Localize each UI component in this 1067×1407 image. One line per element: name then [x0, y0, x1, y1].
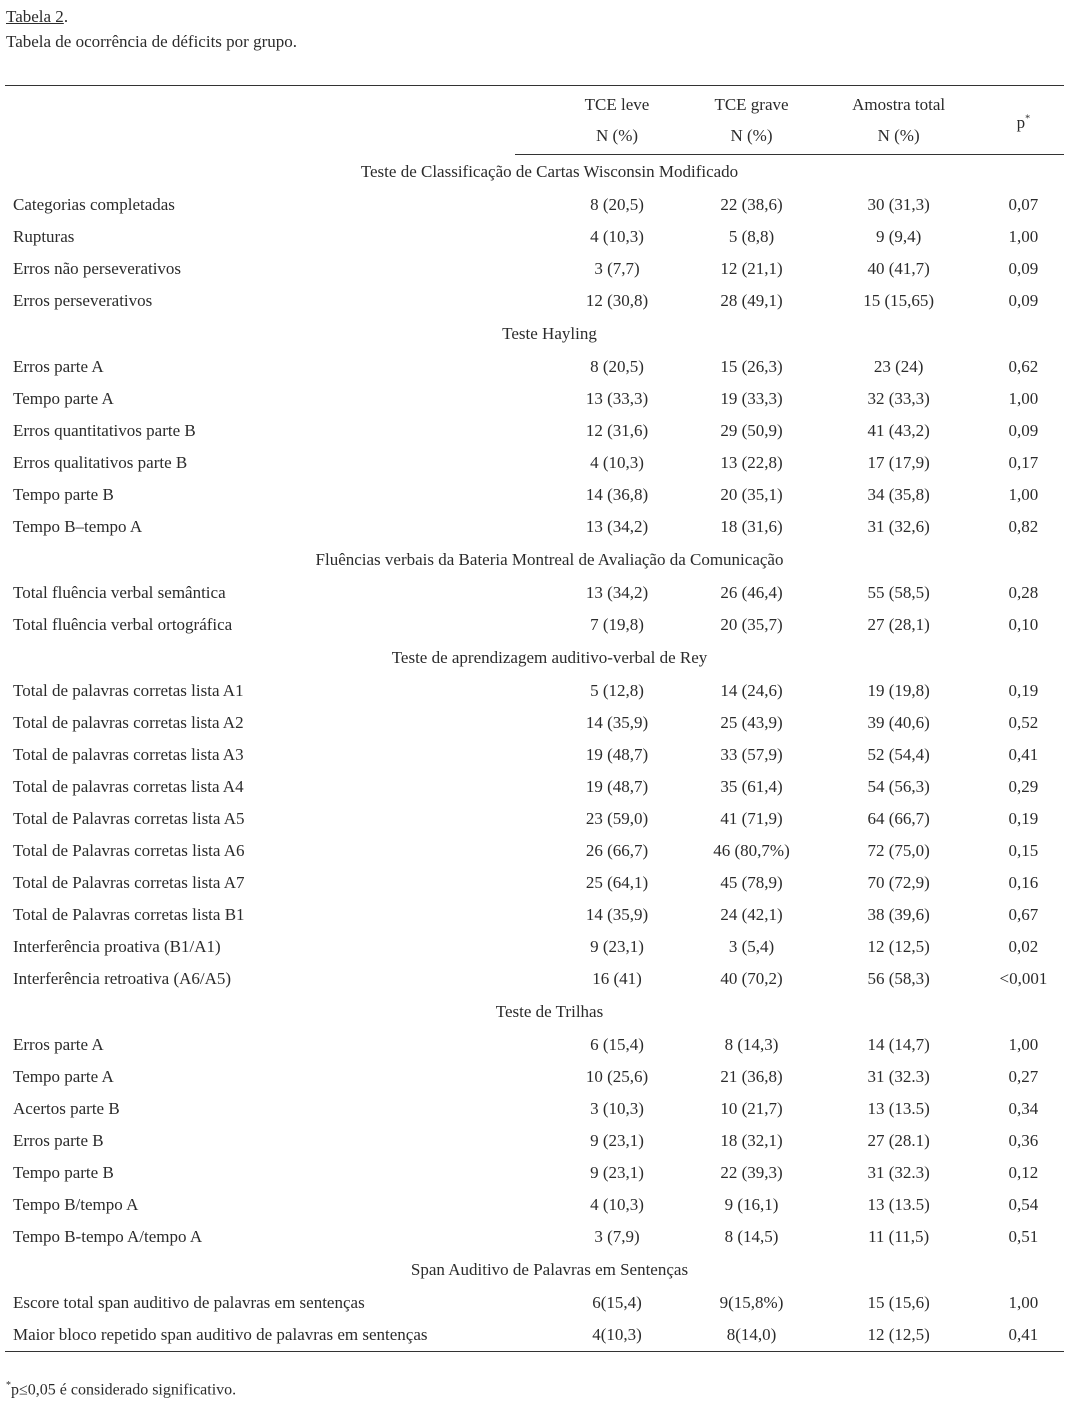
row-label: Tempo parte A	[13, 1067, 114, 1086]
row-label: Tempo parte B	[13, 1163, 114, 1182]
amostra-total-value: 15 (15,6)	[867, 1293, 930, 1312]
header-sub-1: N (%)	[515, 118, 688, 155]
table-row	[5, 351, 1064, 383]
amostra-total-value: 31 (32,6)	[867, 517, 930, 536]
tce-leve-value: 13 (33,3)	[585, 389, 649, 408]
tce-grave-value: 9 (16,1)	[724, 1195, 779, 1214]
tce-leve-value: 9 (23,1)	[590, 1131, 644, 1150]
footnote-mark: *	[6, 1380, 11, 1391]
table-row	[5, 1319, 1064, 1352]
tce-grave-value: 22 (39,3)	[720, 1163, 783, 1182]
section-title: Teste de Classificação de Cartas Wisconsin Modificado	[360, 162, 739, 181]
table-row	[5, 479, 1064, 511]
row-label: Total fluência verbal semântica	[13, 583, 226, 602]
table-row	[5, 1125, 1064, 1157]
p-value: 1,00	[1008, 1035, 1039, 1054]
p-value: 0,82	[1008, 517, 1039, 536]
table-row	[5, 511, 1064, 543]
deficits-table	[5, 85, 1064, 1352]
p-value: 1,00	[1008, 389, 1039, 408]
amostra-total-value: 39 (40,6)	[867, 713, 930, 732]
section-header	[5, 543, 1064, 577]
header-sub-2: N (%)	[689, 118, 815, 155]
tce-leve-value: 19 (48,7)	[585, 777, 649, 796]
amostra-total-value: 64 (66,7)	[867, 809, 930, 828]
tce-leve-value: 23 (59,0)	[585, 809, 649, 828]
row-label: Escore total span auditivo de palavras em sentenças	[13, 1293, 365, 1312]
row-label: Erros parte B	[13, 1131, 104, 1150]
section-title: Fluências verbais da Bateria Montreal de Avaliação da Comunicação	[315, 550, 784, 569]
tce-leve-value: 3 (7,9)	[594, 1227, 640, 1246]
row-label: Tempo B–tempo A	[13, 517, 143, 536]
table-row	[5, 1061, 1064, 1093]
footnote-text: p≤0,05 é considerado significativo.	[11, 1381, 237, 1399]
tce-leve-value: 4 (10,3)	[590, 227, 644, 246]
tce-grave-value: 46 (80,7%)	[713, 841, 790, 860]
table-body	[5, 155, 1064, 1352]
row-label: Total de palavras corretas lista A2	[13, 713, 244, 732]
amostra-total-value: 19 (19,8)	[867, 681, 930, 700]
row-label: Interferência proativa (B1/A1)	[13, 937, 221, 956]
amostra-total-value: 31 (32.3)	[867, 1067, 930, 1086]
header-tce-grave: TCE grave	[714, 95, 789, 114]
row-label: Tempo B-tempo A/tempo A	[13, 1227, 203, 1246]
p-value: 0,52	[1008, 713, 1039, 732]
tce-grave-value: 3 (5,4)	[728, 937, 775, 956]
tce-leve-value: 4 (10,3)	[590, 453, 644, 472]
table-row	[5, 867, 1064, 899]
p-value: 0,34	[1008, 1099, 1039, 1118]
p-value: 0,09	[1008, 291, 1039, 310]
header-p-mark: *	[1025, 113, 1031, 125]
section-header	[5, 155, 1064, 190]
amostra-total-value: 11 (11,5)	[868, 1227, 930, 1246]
tce-leve-value: 14 (35,9)	[585, 713, 649, 732]
tce-leve-value: 6(15,4)	[592, 1293, 642, 1312]
amostra-total-value: 17 (17,9)	[867, 453, 930, 472]
p-value: 0,51	[1008, 1227, 1039, 1246]
amostra-total-value: 9 (9,4)	[875, 227, 922, 246]
tce-leve-value: 9 (23,1)	[590, 937, 644, 956]
row-label: Acertos parte B	[13, 1099, 120, 1118]
row-label: Interferência retroativa (A6/A5)	[13, 969, 232, 988]
table-number: Tabela 2	[6, 7, 64, 26]
p-value: 0,27	[1008, 1067, 1039, 1086]
tce-leve-value: 14 (36,8)	[585, 485, 649, 504]
tce-leve-value: 7 (19,8)	[590, 615, 644, 634]
row-label: Total de palavras corretas lista A3	[13, 745, 244, 764]
tce-grave-value: 10 (21,7)	[720, 1099, 783, 1118]
tce-leve-value: 12 (31,6)	[585, 421, 649, 440]
tce-grave-value: 25 (43,9)	[720, 713, 783, 732]
p-value: 0,41	[1008, 745, 1039, 764]
row-label: Erros quantitativos parte B	[13, 421, 196, 440]
table-title: Tabela de ocorrência de déficits por grupo.	[6, 32, 297, 51]
tce-grave-value: 8(14,0)	[689, 1319, 815, 1352]
tce-leve-value: 8 (20,5)	[590, 195, 644, 214]
header-amostra-total: Amostra total	[852, 95, 946, 114]
tce-leve-value: 13 (34,2)	[585, 583, 649, 602]
p-value: 0,12	[1008, 1163, 1039, 1182]
section-header	[5, 995, 1064, 1029]
amostra-total-value: 56 (58,3)	[867, 969, 930, 988]
section-header	[5, 641, 1064, 675]
p-value: 0,09	[1008, 421, 1039, 440]
tce-grave-value: 14 (24,6)	[720, 681, 783, 700]
p-value: 0,67	[1008, 905, 1039, 924]
amostra-total-value: 27 (28.1)	[867, 1131, 930, 1150]
tce-grave-value: 13 (22,8)	[720, 453, 783, 472]
tce-leve-value: 12 (30,8)	[585, 291, 649, 310]
row-label: Categorias completadas	[13, 195, 175, 214]
amostra-total-value: 13 (13.5)	[867, 1195, 930, 1214]
section-title: Teste de aprendizagem auditivo-verbal de Rey	[391, 648, 708, 667]
amostra-total-value: 72 (75,0)	[867, 841, 930, 860]
p-value: 0,29	[1008, 777, 1039, 796]
tce-grave-value: 35 (61,4)	[720, 777, 783, 796]
row-label: Total de Palavras corretas lista A6	[13, 841, 245, 860]
table-row	[5, 285, 1064, 317]
section-header	[5, 317, 1064, 351]
footnote	[6, 1380, 236, 1399]
tce-leve-value: 6 (15,4)	[590, 1035, 644, 1054]
tce-grave-value: 8 (14,5)	[724, 1227, 779, 1246]
amostra-total-value: 32 (33,3)	[867, 389, 930, 408]
tce-leve-value: 26 (66,7)	[585, 841, 649, 860]
table-row	[5, 221, 1064, 253]
table-row	[5, 447, 1064, 479]
tce-grave-value: 22 (38,6)	[720, 195, 783, 214]
tce-leve-value: 5 (12,8)	[590, 681, 644, 700]
p-value: 1,00	[1008, 227, 1039, 246]
p-value: 0,54	[1008, 1195, 1039, 1214]
tce-leve-value: 13 (34,2)	[585, 517, 649, 536]
p-value: 0,19	[1008, 809, 1039, 828]
row-label: Total de Palavras corretas lista B1	[13, 905, 245, 924]
tce-grave-value: 19 (33,3)	[720, 389, 783, 408]
amostra-total-value: 15 (15,65)	[863, 291, 935, 310]
table-row	[5, 835, 1064, 867]
header-sub-3: N (%)	[814, 118, 982, 155]
amostra-total-value: 52 (54,4)	[867, 745, 930, 764]
header-p	[983, 86, 1064, 155]
p-value: 0,15	[1008, 841, 1039, 860]
tce-leve-value: 9 (23,1)	[590, 1163, 644, 1182]
p-value: 0,41	[983, 1319, 1064, 1352]
table-row	[5, 383, 1064, 415]
tce-leve-value: 10 (25,6)	[585, 1067, 649, 1086]
amostra-total-value: 30 (31,3)	[867, 195, 930, 214]
section-title: Teste de Trilhas	[495, 1002, 604, 1021]
tce-grave-value: 18 (31,6)	[720, 517, 783, 536]
p-value: <0,001	[999, 969, 1048, 988]
tce-leve-value: 8 (20,5)	[590, 357, 644, 376]
table-row	[5, 253, 1064, 285]
row-label: Tempo parte A	[13, 389, 114, 408]
p-value: 0,16	[1008, 873, 1039, 892]
amostra-total-value: 41 (43,2)	[867, 421, 930, 440]
table-row	[5, 707, 1064, 739]
p-value: 0,62	[1008, 357, 1039, 376]
tce-grave-value: 24 (42,1)	[720, 905, 783, 924]
tce-grave-value: 33 (57,9)	[720, 745, 783, 764]
row-label: Tempo parte B	[13, 485, 114, 504]
table-row	[5, 771, 1064, 803]
row-label: Erros qualitativos parte B	[13, 453, 188, 472]
table-row	[5, 675, 1064, 707]
row-label: Tempo B/tempo A	[13, 1195, 139, 1214]
p-value: 0,07	[1008, 195, 1039, 214]
section-header	[5, 1253, 1064, 1287]
p-value: 0,36	[1008, 1131, 1039, 1150]
p-value: 0,10	[1008, 615, 1039, 634]
tce-grave-value: 18 (32,1)	[720, 1131, 783, 1150]
amostra-total-value: 31 (32.3)	[867, 1163, 930, 1182]
table-caption: Tabela 2. Tabela de ocorrência de déficits por grupo.	[6, 4, 297, 54]
amostra-total-value: 12 (12,5)	[867, 937, 930, 956]
row-label: Erros perseverativos	[13, 291, 153, 310]
amostra-total-value: 27 (28,1)	[867, 615, 930, 634]
tce-grave-value: 12 (21,1)	[720, 259, 783, 278]
table-row	[5, 189, 1064, 221]
table-row	[5, 899, 1064, 931]
tce-grave-value: 20 (35,1)	[720, 485, 783, 504]
tce-grave-value: 40 (70,2)	[720, 969, 783, 988]
table-row	[5, 609, 1064, 641]
amostra-total-value: 23 (24)	[873, 357, 924, 376]
tce-grave-value: 45 (78,9)	[720, 873, 783, 892]
table-row	[5, 1029, 1064, 1061]
tce-leve-value: 25 (64,1)	[585, 873, 649, 892]
tce-grave-value: 21 (36,8)	[720, 1067, 783, 1086]
section-title: Teste Hayling	[502, 324, 597, 343]
row-label: Total de palavras corretas lista A4	[13, 777, 244, 796]
row-label: Erros não perseverativos	[13, 259, 182, 278]
p-value: 0,09	[1008, 259, 1039, 278]
amostra-total-value: 12 (12,5)	[814, 1319, 982, 1352]
table-row	[5, 739, 1064, 771]
amostra-total-value: 40 (41,7)	[867, 259, 930, 278]
tce-grave-value: 9(15,8%)	[719, 1293, 784, 1312]
row-label: Total de palavras corretas lista A1	[13, 681, 244, 700]
amostra-total-value: 13 (13.5)	[867, 1099, 930, 1118]
tce-grave-value: 26 (46,4)	[720, 583, 783, 602]
amostra-total-value: 55 (58,5)	[867, 583, 930, 602]
table-row	[5, 1157, 1064, 1189]
tce-leve-value: 4(10,3)	[515, 1319, 688, 1352]
tce-leve-value: 4 (10,3)	[590, 1195, 644, 1214]
row-label: Rupturas	[13, 227, 75, 246]
tce-leve-value: 3 (7,7)	[594, 259, 640, 278]
p-value: 0,02	[1008, 937, 1039, 956]
row-label: Total de Palavras corretas lista A5	[13, 809, 245, 828]
tce-leve-value: 16 (41)	[592, 969, 642, 988]
p-value: 0,28	[1008, 583, 1039, 602]
tce-grave-value: 41 (71,9)	[720, 809, 783, 828]
amostra-total-value: 54 (56,3)	[867, 777, 930, 796]
table-row	[5, 1093, 1064, 1125]
table-row	[5, 963, 1064, 995]
tce-grave-value: 20 (35,7)	[720, 615, 783, 634]
tce-leve-value: 3 (10,3)	[590, 1099, 644, 1118]
tce-grave-value: 28 (49,1)	[720, 291, 783, 310]
amostra-total-value: 14 (14,7)	[867, 1035, 930, 1054]
table-row	[5, 803, 1064, 835]
table-row	[5, 1221, 1064, 1253]
table-row	[5, 1189, 1064, 1221]
table-row	[5, 931, 1064, 963]
tce-grave-value: 5 (8,8)	[728, 227, 775, 246]
tce-grave-value: 15 (26,3)	[720, 357, 783, 376]
amostra-total-value: 34 (35,8)	[867, 485, 930, 504]
p-value: 1,00	[1008, 485, 1039, 504]
p-value: 0,19	[1008, 681, 1039, 700]
table-row	[5, 577, 1064, 609]
row-label: Total fluência verbal ortográfica	[13, 615, 233, 634]
row-label: Erros parte A	[13, 357, 104, 376]
header-tce-leve: TCE leve	[584, 95, 650, 114]
row-label: Maior bloco repetido span auditivo de palavras em sentenças	[5, 1319, 515, 1352]
amostra-total-value: 38 (39,6)	[867, 905, 930, 924]
tce-grave-value: 8 (14,3)	[724, 1035, 779, 1054]
header-p-label: p	[1016, 113, 1026, 132]
p-value: 1,00	[1008, 1293, 1039, 1312]
row-label: Total de Palavras corretas lista A7	[13, 873, 245, 892]
tce-leve-value: 19 (48,7)	[585, 745, 649, 764]
p-value: 0,17	[1008, 453, 1039, 472]
table-row	[5, 1287, 1064, 1319]
tce-leve-value: 14 (35,9)	[585, 905, 649, 924]
row-label: Erros parte A	[13, 1035, 104, 1054]
section-title: Span Auditivo de Palavras em Sentenças	[410, 1260, 689, 1279]
amostra-total-value: 70 (72,9)	[867, 873, 930, 892]
tce-grave-value: 29 (50,9)	[720, 421, 783, 440]
header-blank	[5, 86, 515, 155]
table-row	[5, 415, 1064, 447]
